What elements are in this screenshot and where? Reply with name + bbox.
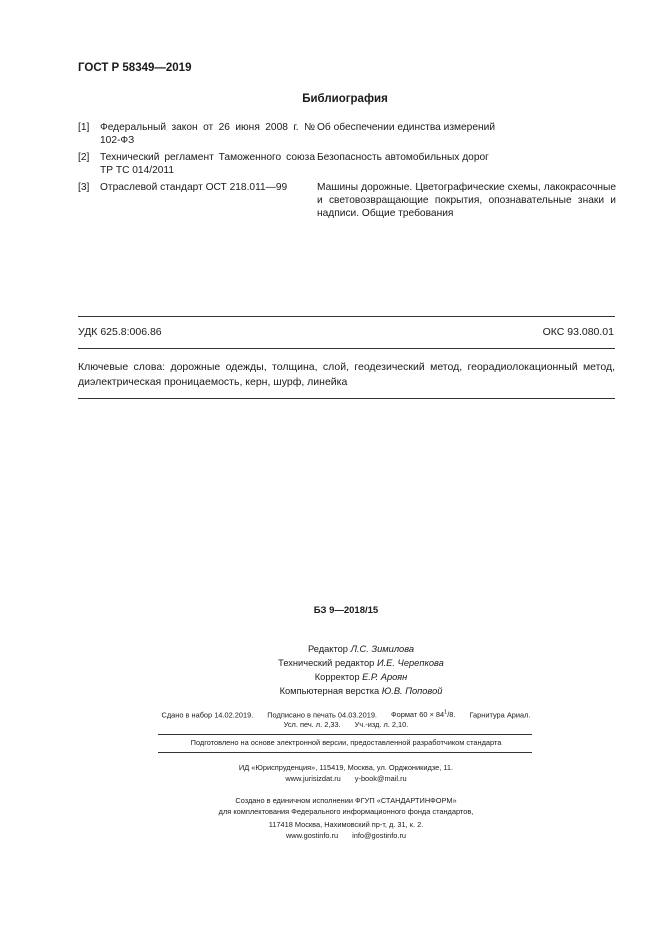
prepared-note: Подготовлено на основе электронной версии, предоставленной разработчиком стандарта — [190, 738, 502, 747]
bibliography-item-source: Федеральный закон от 26 июня 2008 г. № 102-ФЗ — [100, 122, 315, 146]
publishing-sheets: Уч.-изд. л. 2,10. — [354, 720, 409, 729]
bibliography-item — [78, 151, 616, 177]
layout-name: Ю.В. Поповой — [381, 686, 443, 696]
layout-line — [0, 684, 661, 698]
middle-divider — [78, 348, 615, 349]
print-details-line-2 — [0, 719, 661, 730]
corrector-name: Е.Р. Ароян — [362, 672, 408, 682]
bibliography-item-source: Технический регламент Таможенного союза ТР ТС 014/2011 — [100, 152, 315, 176]
bibliography-item-source: Отраслевой стандарт ОСТ 218.011—99 — [100, 182, 288, 193]
publisher-site-link[interactable]: www.jurisizdat.ru — [285, 774, 341, 783]
layout-label: Компьютерная верстка — [279, 686, 380, 696]
bibliography-title: Библиография — [302, 93, 388, 105]
bz-number: БЗ 9—2018/15 — [313, 605, 379, 616]
publisher-email-link[interactable]: y-book@mail.ru — [354, 774, 407, 783]
standartinform-line-2: для комплектования Федерального информационного фонда стандартов, — [218, 807, 474, 816]
submitted-date: Сдано в набор 14.02.2019. — [161, 710, 254, 720]
typeface: Гарнитура Ариал. — [469, 710, 531, 720]
oks-code: ОКС 93.080.01 — [542, 326, 614, 338]
bibliography-item — [78, 181, 616, 220]
corrector-line — [0, 670, 661, 684]
publisher-contacts — [0, 773, 661, 784]
bibliography-item — [78, 121, 616, 147]
format-num: 1 — [444, 710, 448, 716]
standartinform-site-link[interactable]: www.gostinfo.ru — [285, 831, 339, 840]
standartinform-email-link[interactable]: info@gostinfo.ru — [352, 831, 407, 840]
keywords: Ключевые слова: дорожные одежды, толщина, слой, геодезический метод, георадиолокационный метод, диэлектрическая проницаемость, керн, шурф, линейка — [78, 361, 615, 388]
print-sheets: Усл. печ. л. 2,33. — [283, 720, 341, 729]
bibliography-item-number: [2] — [78, 152, 90, 163]
document-header: ГОСТ Р 58349—2019 — [78, 62, 192, 74]
standartinform-line-1: Создано в единичном исполнении ФГУП «СТАНДАРТИНФОРМ» — [235, 796, 457, 805]
bibliography-item-number: [1] — [78, 122, 90, 133]
tech-editor-name: И.Е. Черепкова — [376, 658, 444, 668]
format-prefix: Формат 60 × 84 — [390, 710, 445, 720]
signed-date: Подписано в печать 04.03.2019. — [267, 710, 377, 720]
publisher-line: ИД «Юриспруденция», 115419, Москва, ул. Орджоникидзе, 11. — [238, 763, 454, 772]
bibliography-item-title: Машины дорожные. Цветографические схемы, лакокрасочные и световозвращающие покрытия, опознавательные знаки и надписи. Общие требования — [317, 182, 616, 219]
bibliography-item-number: [3] — [78, 182, 90, 193]
editor-line — [0, 642, 661, 656]
top-divider — [78, 316, 615, 317]
bibliography-item-title: Безопасность автомобильных дорог — [317, 152, 489, 163]
imprint-divider-1 — [158, 734, 532, 735]
udk-code: УДК 625.8:006.86 — [78, 326, 162, 338]
bibliography-list — [78, 121, 616, 224]
editor-label: Редактор — [307, 644, 348, 654]
bibliography-item-title: Об обеспечении единства измерений — [317, 122, 496, 133]
editor-name: Л.С. Зимилова — [350, 644, 415, 654]
imprint-divider-2 — [158, 752, 532, 753]
format-den: /8 — [447, 710, 454, 720]
bottom-divider — [78, 398, 615, 399]
tech-editor-line — [0, 656, 661, 670]
standartinform-contacts — [0, 830, 661, 841]
tech-editor-label: Технический редактор — [278, 658, 375, 668]
standartinform-address: 117418 Москва, Нахимовский пр-т, д. 31, к. 2. — [268, 820, 424, 829]
editorial-credits — [0, 642, 661, 698]
corrector-label: Корректор — [314, 672, 360, 682]
format-suffix: . — [453, 710, 456, 720]
